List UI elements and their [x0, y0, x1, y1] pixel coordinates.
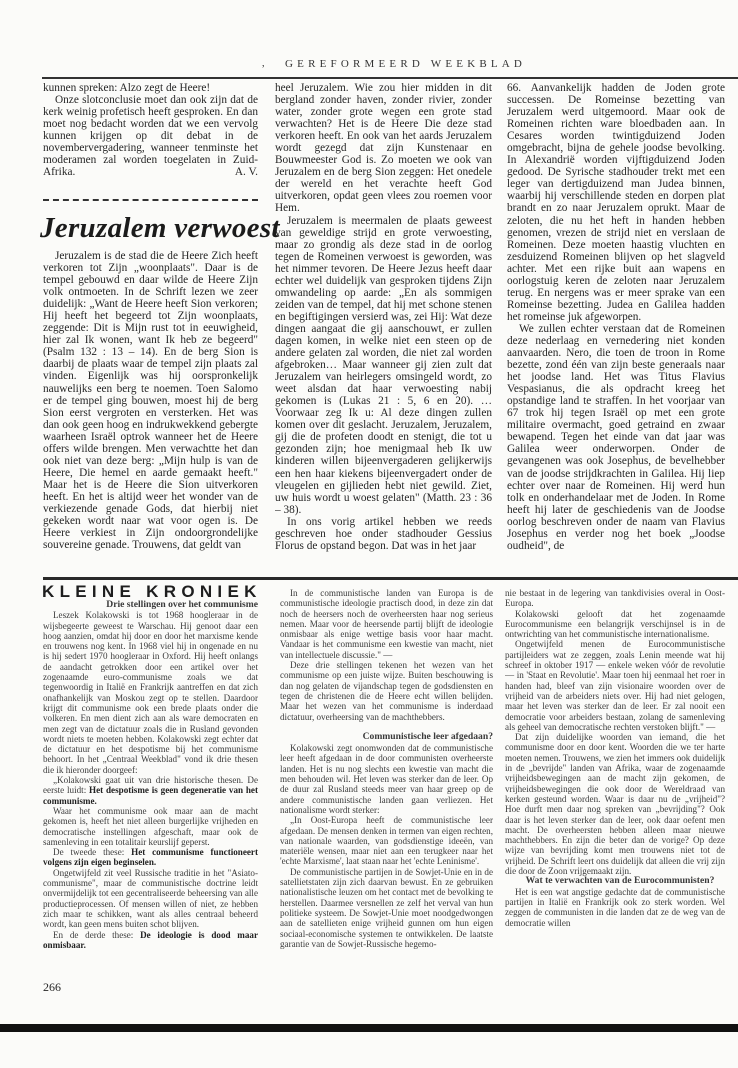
- paragraph: [275, 215, 492, 516]
- section-title: KLEINE KRONIEK: [42, 582, 262, 601]
- paragraph: [280, 815, 493, 866]
- publication-title: GEREFORMEERD WEEKBLAD: [285, 58, 527, 70]
- paragraph-text: Waar het communisme ook maar aan de macht gekomen is, heeft het niet alleen burgerlijke vrijheden en democratische instellingen afgeschaft, maar ook de samenleving in een totalitair keurslijf geperst.: [43, 805, 258, 847]
- paragraph: [280, 660, 493, 722]
- paragraph-text: 66. Aanvankelijk hadden de Joden grote successen. De Romeinse bezetting van Jeruzalem werd uitgemoord. Maar ook de Romeinen richten ware bloedbaden aan. In Cesares worden twintigduizend Joden omgebracht, bijna de gehele joodse bevolking. In Alexandrië worden vijftigduizend Joden gedood. De Syrische stadhouder trekt met een leger van dertigduizend man Judea binnen, waarbij hij verschillende steden en dorpen plat brandt en zo naar Jeruzalem oprukt. Maar de zeloten, die nu het heft in handen hebben genomen, vrezen de strijd niet en verslaan de Romeinen. Deze moeten haastig vluchten en zesduizend Romeinen blijven op het slagveld achter. Met een rijke buit aan wapens en oorlogstuig keren de zeloten naar Jeruzalem terug. En nergens was er meer sprake van een Romeinse bezetting. Judea en Galilea hadden het romeinse juk afgeworpen.: [507, 82, 725, 323]
- paragraph-text: En de derde these:: [53, 929, 141, 940]
- section-rule: [43, 577, 738, 580]
- previous-article-ending: [43, 82, 258, 194]
- paragraph-text: Ongetwijfeld zit veel Russische traditie in het "Asiato-communisme", maar de communistische doctrine leidt onvermijdelijk tot een gecentraliseerde beheersing van alle productieprocessen. Of mensen willen of niet, ze hebben zich maar te schikken, want als alles centraal beheerd wordt, kan geen mens buiten schot blijven.: [43, 867, 258, 930]
- scan-edge-bar: [0, 1024, 738, 1032]
- paragraph: [505, 887, 725, 928]
- paragraph: [43, 847, 258, 868]
- paragraph: [275, 82, 492, 215]
- kroniek-column-1: [43, 600, 258, 972]
- paragraph: [275, 516, 492, 552]
- header-rule: [42, 77, 738, 79]
- paragraph-text: De tweede these:: [53, 847, 132, 858]
- paragraph: [505, 609, 725, 640]
- paragraph: [43, 806, 258, 847]
- paragraph: [505, 732, 725, 876]
- subheading-leer-afgedaan: Communistische leer afgedaan?: [362, 730, 493, 742]
- kroniek-column-3-body-b: [505, 887, 725, 928]
- paragraph-text: Leszek Kolakowski is tot 1968 hoogleraar in de wijsbegeerte geweest te Warschau. Hij genoot daar een hoog aanzien, omdat hij door en door het marxisme kende en trouwens nog kent. In 1968 viel hij in ongenade en nu is hij sedert 1970 hoogleraar in Oxford. Hij heeft onlangs de aandacht getrokken door een artikel over het zogenaamde euro-communisme zoals we dat tegenwoordig in Italië en Frankrijk aantreffen en dat zich onafhankelijk van Moskou zegt op te stellen. Daardoor krijgt dit communisme ook een brede plaats onder die volkeren. En men dient zich aan als ware democraten en men zegt van de dictatuur zoals die in Rusland gevonden wordt niets te moeten hebben. Kolakowski zegt echter dat de dictatuur en het despotisme bij het communisme behoort. In het „Centraal Weekblad" vond ik drie thesen die ik hieronder doorgeef:: [43, 610, 258, 775]
- paragraph: [280, 743, 493, 815]
- paragraph: [43, 775, 258, 806]
- thesis-statement: De ideologie is dood maar onmisbaar.: [43, 929, 258, 950]
- paragraph-text: Deze drie stellingen tekenen het wezen van het communisme op een juiste wijze. Buiten beschouwing is dan nog gelaten de vijandschap tegen de godsdiensten en tegen de christenen die de Heere echt willen belijden. Maar het wezen van het communisme is inderdaad dictatuur, overheersing van de machthebbers.: [280, 660, 493, 722]
- paragraph: [505, 639, 725, 732]
- kroniek-subtitle: Drie stellingen over het communisme: [106, 600, 258, 610]
- kroniek-column-3-body: [505, 588, 725, 876]
- paragraph-text: nie bestaat in de legering van tankdivisies overal in Oost-Europa.: [505, 588, 725, 609]
- paragraph: [43, 610, 258, 775]
- paragraph-text: De communistische partijen in de Sowjet-Unie en in de satellietstaten zijn zich daarvan bewust. En ze gebruiken nationalistische leuzen om het contact met de bevolking te herstellen. Daarmee versnellen ze zelf het verval van hun politieke systeem. De Sowjet-Unie moet noodgedwongen aan de satellieten enige vrijheid gunnen om hun eigen sociaal-economische systemen te ontwikkelen. De laatste garantie van de Sowjet-Russische hegemo-: [280, 866, 493, 949]
- paragraph-text: Het is een wat angstige gedachte dat de communistische partijen in Italië en Frankrijk ook zo sterk worden. Wel zeggen de communisten in die landen dat ze de weg van de democratie willen: [505, 886, 725, 928]
- subheading-eurocommunisten: Wat te verwachten van de Eurocommunisten?: [525, 875, 715, 887]
- paragraph: [507, 82, 725, 323]
- paragraph: [43, 94, 258, 178]
- paragraph: [43, 250, 258, 551]
- kroniek-column-2: [280, 588, 493, 963]
- paragraph-text: Kolakowski zegt onomwonden dat de communistische leer heeft afgedaan in de door communisten overheerste landen. Het is nu nog slechts een kwestie van macht die men behouden wil. Het leven was sterker dan de leer. Op de duur zal Rusland steeds meer van haar greep op de andere communistische landen gaan verliezen. Het nationalisme wordt sterker:: [280, 743, 493, 815]
- paragraph: [43, 82, 258, 94]
- paragraph: [43, 868, 258, 930]
- paragraph-text: Ongetwijfeld menen de Eurocommunistische partijleiders wat ze zeggen, zoals Lenin meende wat hij schreef in oktober 1917 — enkele weken vóór de revolutie — in 'Staat en Revolutie'. Maar toen hij eenmaal het roer in handen had, bleef van zijn visionaire woorden over de vrijheid van de arbeiders niets over. Hij had niet gelogen, maar het leven was sterker dan de leer. Er zal nooit een democratie voor arbeiders bestaan, zolang de samenleving als geheel van democratische rechten verstoken blijft." —: [505, 639, 725, 732]
- header-mark: ,: [262, 58, 265, 69]
- paragraph-text: In de communistische landen van Europa is de communistische ideologie practisch dood, in deze zin dat noch de heersers noch de overheersten haar nog serieus nemen. Maar voor de heersende partij blijft de ideologie onmisbaar als enige wettige basis voor haar macht. Vandaar is het communisme een kwestie van macht, niet van intellectuele discussie." —: [280, 588, 493, 660]
- kroniek-column-1-body: [43, 610, 258, 950]
- paragraph-text: Kolakowski gelooft dat het zogenaamde Eurocommunisme een belangrijk verschijnsel is in de ontwrichting van het communistische internationalisme.: [505, 608, 725, 640]
- paragraph-text: heel Jeruzalem. Wie zou hier midden in dit bergland zonder haven, zonder rivier, zonder water, zonder grote wegen een grote stad verwachten? Het is de Heere Die deze stad verkoren heeft. En ook van het aards Jeruzalem wordt gezegd dat zijn Kunstenaar en Bouwmeester God is. Zo moeten we ook van Jeruzalem en de berg Sion zeggen: Het onedele der wereld en het verachte heeft God uitverkoren, opdat geen vlees zou roemen voor Hem.: [275, 82, 492, 215]
- paragraph-text: Dat zijn duidelijke woorden van iemand, die het communisme door en door kent. Woorden die we ter harte moeten nemen. Trouwens, we zien het immers ook duidelijk in de „bevrijde" landen van Afrika, waar de zogenaamde vrijheidsbewegingen aan de macht zijn gekomen, de vrijheidsbewegingen die ook door de Wereldraad van kerken gesteund worden. Waar is daar nu de „vrijheid"? Hoe durft men daar nog spreken van „bevrijding"? Ook daar is het leven sterker dan de leer, ook daar oefent men macht. De overheersten hebben alleen maar nieuwe machthebbers. En zijn die beter dan de vorige? Op deze wijze van bevrijding komt men trouwens niet tot de vrijheid. De Schrift leert ons duidelijk dat alleen die vrij zijn die door de Zoon vrijgemaakt zijn.: [505, 732, 725, 877]
- paragraph-text: kunnen spreken: Alzo zegt de Heere!: [43, 82, 211, 94]
- paragraph-text: „Kolakowski gaat uit van drie historische thesen. De eerste luidt:: [43, 775, 258, 796]
- kroniek-column-2-body-b: [280, 743, 493, 949]
- kroniek-column-3: [505, 588, 725, 963]
- paragraph: [507, 323, 725, 552]
- paragraph-text: Jeruzalem is meermalen de plaats geweest van geweldige strijd en grote verwoesting, maar zo grondig als deze stad in de oorlog tegen de Romeinen verwoest is geworden, was het nimmer tevoren. De Heere Jezus heeft daar echter wel duidelijk van gesproken tijdens Zijn omwandeling op aarde: „En als sommigen zeiden van de tempel, dat hij met schone stenen en begiftigingen versierd was, zei Hij: Wat deze dingen aangaat die gij aanschouwt, er zullen dagen komen, in welke niet een steen op de andere gelaten zal worden, die niet zal worden afgebroken… Maar wanneer gij zien zult dat Jeruzalem van heirlegers omsingeld wordt, zo weet alsdan dat haar verwoesting nabij gekomen is (Lukas 21 : 5, 6 en 20). …Voorwaar zeg Ik u: Al deze dingen zullen komen over dit geslacht. Jeruzalem, Jeruzalem, gij die de profeten doodt en stenigt, die tot u gezonden zijn; hoe menigmaal heb Ik uw kinderen willen bijeenvergaderen gelijkerwijs een hen haar kiekens bijeenvergadert onder de vleugelen en gijlieden hebt niet gewild. Ziet, uw huis wordt u woest gelaten" (Matth. 23 : 36 – 38).: [275, 214, 492, 516]
- paragraph-text: We zullen echter verstaan dat de Romeinen deze nederlaag en vernedering niet konden aanvaarden. Nero, die toen de troon in Rome bezette, zond één van zijn beste generaals naar het joodse land. Het was Titus Flavius Vespasianus, die als opdracht kreeg het opstandige land te straffen. In het voorjaar van 67 trok hij tegen Israël op met een grote militaire overmacht, goed getraind en zwaar bewapend. Tegen het einde van dat jaar was Galilea weer onderworpen. Onder de gevangenen was ook Josephus, de bevelhebber van de joodse strijdkrachten in Galilea. Hij liep echter over naar de Romeinen. Hij werd hun tolk en onderhandelaar met de Joden. In Rome heeft hij later de geschiedenis van de Joodse oorlog beschreven onder de naam van Flavius Josephus en verder nog het boek „Joodse oudheid", de: [507, 322, 725, 552]
- page-number: 266: [43, 980, 61, 994]
- paragraph: [280, 867, 493, 949]
- paragraph-text: Onze slotconclusie moet dan ook zijn dat de kerk weinig profetisch heeft gesproken. En dan moet nog bedacht worden dat we een vervolg kunnen krijgen op dit debat in de novembervergadering, wanneer tenminste het moderamen zal worden toegelaten in Zuid-Afrika.: [43, 94, 258, 179]
- paragraph: [43, 930, 258, 951]
- thesis-statement: Het communisme functioneert volgens zijn eigen beginselen.: [43, 847, 258, 868]
- thesis-statement: Het despotisme is geen degeneratie van het communisme.: [43, 785, 258, 806]
- kroniek-column-2-body: [280, 588, 493, 722]
- article-column-1: [43, 250, 258, 566]
- article-column-2: [275, 82, 492, 566]
- paragraph: [505, 588, 725, 609]
- paragraph-text: Jeruzalem is de stad die de Heere Zich heeft verkoren tot Zijn „woonplaats". Daar is de tempel gebouwd en daar wilde de Heere Zijn volk ontmoeten. In de Schrift lezen we zeer duidelijk: „Want de Heere heeft Sion verkoren; Hij heeft het begeerd tot Zijn woonplaats, zeggende: Dit is Mijn rust tot in eeuwigheid, hier zal Ik wonen, want Ik heb ze begeerd" (Psalm 132 : 13 – 14). En de berg Sion is daarbij de plaats waar de tempel zijn plaats zal vinden. Eigenlijk was hij oorspronkelijk nauwelijks een berg te noemen. Toen Salomo er de tempel ging bouwen, moest hij de berg Sion eerst vergroten en versterken. Het was dan ook geen hoog en indrukwekkend gebergte waarheen Israël optrok wanneer het de Heere offers wilde brengen. Men verwachtte het dan ook niet van deze berg: „Mijn hulp is van de Heere, Die hemel en aarde gemaakt heeft." Maar het is de Heere die Sion uitverkoren heeft. En het is altijd weer het wonder van de verkiezende genade Gods, dat hierbij niet gekeken wordt naar wat voor ogen is. De Heere verkiest in Zijn ondoorgrondelijke souvereine genade. Trouwens, dat geldt van: [43, 250, 258, 552]
- article-column-3: [507, 82, 725, 566]
- paragraph-text: „In Oost-Europa heeft de communistische leer afgedaan. De mensen denken in termen van eigen rechten, van nationale waarden, van godsdienstige ideeën, van materiële wensen, maar niet aan een terugkeer naar het 'echte Marxisme', laat staan naar het 'echte Leninisme'.: [280, 815, 493, 867]
- dashed-divider: [43, 199, 258, 201]
- paragraph: [280, 588, 493, 660]
- author-signature: A. V.: [234, 166, 258, 179]
- article-title: Jeruzalem verwoest: [40, 212, 280, 244]
- paragraph-text: In ons vorig artikel hebben we reeds geschreven hoe onder stadhouder Gessius Florus de opstand begon. Dat was in het jaar: [275, 515, 492, 552]
